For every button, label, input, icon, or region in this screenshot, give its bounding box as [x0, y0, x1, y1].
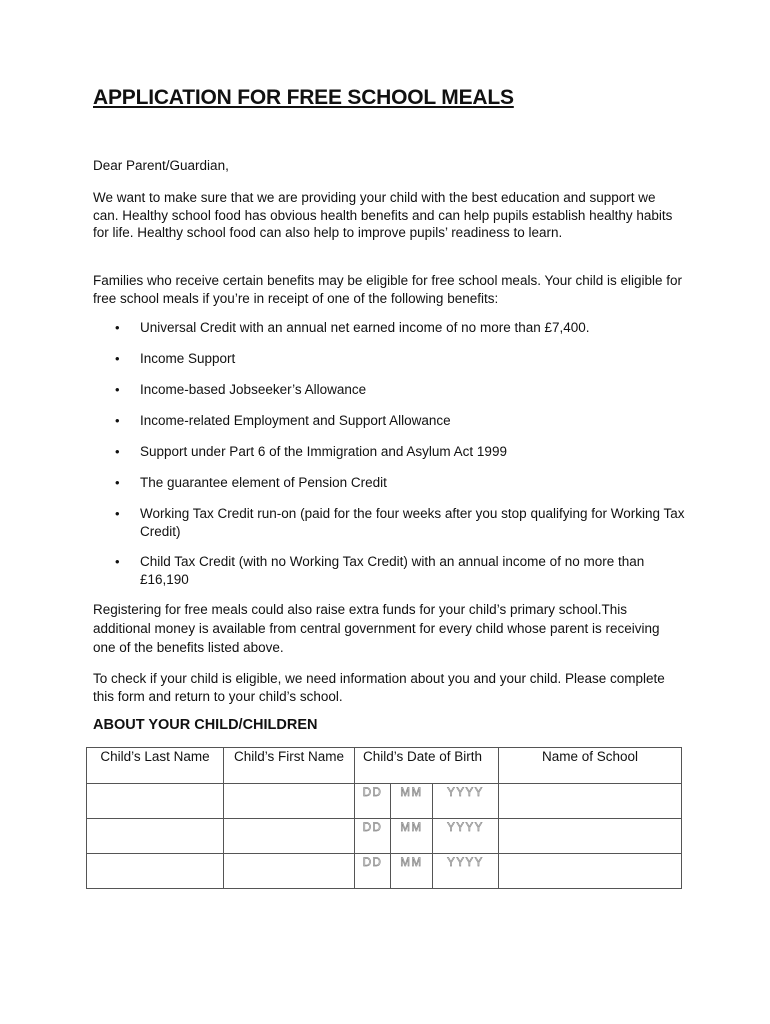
last-name-field[interactable] — [87, 784, 224, 819]
section-heading: ABOUT YOUR CHILD/CHILDREN — [93, 717, 318, 733]
school-name-field[interactable] — [499, 819, 682, 854]
date-of-birth-field — [355, 784, 499, 819]
dob-month-field[interactable]: MM — [391, 784, 433, 818]
table-row — [87, 819, 682, 854]
dob-day-field[interactable]: DD — [355, 819, 391, 853]
school-name-field[interactable] — [499, 854, 682, 889]
school-name-field[interactable] — [499, 784, 682, 819]
bullet-icon: • — [115, 382, 120, 397]
benefit-text: Child Tax Credit (with no Working Tax Credit) with an annual income of no more than £16,190 — [140, 554, 645, 587]
dob-year-field[interactable]: YYYY — [447, 822, 484, 834]
intro-paragraph: We want to make sure that we are providing your child with the best education and support we can. Healthy school food has obvious health benefits and can help pupils establish healthy habits for life. Healthy school food can also help to improve pupils’ readiness to learn. — [93, 190, 673, 240]
children-table — [86, 747, 682, 889]
date-of-birth-field — [355, 819, 499, 854]
table-row — [87, 854, 682, 889]
benefit-text: Income-related Employment and Support Allowance — [140, 413, 451, 428]
benefit-text: Income-based Jobseeker’s Allowance — [140, 382, 367, 397]
date-of-birth-header: Child’s Date of Birth — [355, 748, 499, 784]
first-name-header: Child’s First Name — [224, 748, 355, 784]
benefit-text: Universal Credit with an annual net earned income of no more than £7,400. — [140, 320, 590, 335]
benefit-text: The guarantee element of Pension Credit — [140, 475, 387, 490]
instructions-paragraph: To check if your child is eligible, we need information about you and your child. Please complete this form and return to your child’s school. — [93, 671, 665, 704]
table-row — [87, 784, 682, 819]
date-of-birth-field — [355, 854, 499, 889]
bullet-icon: • — [115, 413, 120, 428]
bullet-icon: • — [115, 351, 120, 366]
last-name-field[interactable] — [87, 819, 224, 854]
dob-month-field[interactable]: MM — [391, 819, 433, 853]
bullet-icon: • — [115, 320, 120, 335]
bullet-icon: • — [115, 444, 120, 459]
last-name-header: Child’s Last Name — [87, 748, 224, 784]
school-name-header: Name of School — [499, 748, 682, 784]
bullet-icon: • — [115, 475, 120, 490]
bullet-icon: • — [115, 506, 120, 521]
benefit-text: Support under Part 6 of the Immigration and Asylum Act 1999 — [140, 444, 507, 459]
first-name-field[interactable] — [224, 784, 355, 819]
bullet-icon: • — [115, 554, 120, 569]
first-name-field[interactable] — [224, 854, 355, 889]
dob-year-field[interactable]: YYYY — [447, 787, 484, 799]
salutation: Dear Parent/Guardian, — [93, 158, 229, 173]
dob-year-field[interactable]: YYYY — [447, 857, 484, 869]
table-header-row — [87, 748, 682, 784]
dob-day-field[interactable]: DD — [355, 784, 391, 818]
dob-month-field[interactable]: MM — [391, 854, 433, 888]
page-title: APPLICATION FOR FREE SCHOOL MEALS — [93, 86, 514, 109]
eligibility-paragraph: Families who receive certain benefits may be eligible for free school meals. Your child is eligible for free school meals if you’re in receipt of one of the following benefits: — [93, 273, 683, 306]
benefit-text: Working Tax Credit run-on (paid for the four weeks after you stop qualifying for Working Tax Credit) — [140, 506, 685, 539]
last-name-field[interactable] — [87, 854, 224, 889]
first-name-field[interactable] — [224, 819, 355, 854]
dob-day-field[interactable]: DD — [355, 854, 391, 888]
funding-paragraph: Registering for free meals could also raise extra funds for your child’s primary school.This additional money is available from central government for every child whose parent is receiving one of the benefits listed above. — [93, 602, 660, 655]
benefit-text: Income Support — [140, 351, 236, 366]
